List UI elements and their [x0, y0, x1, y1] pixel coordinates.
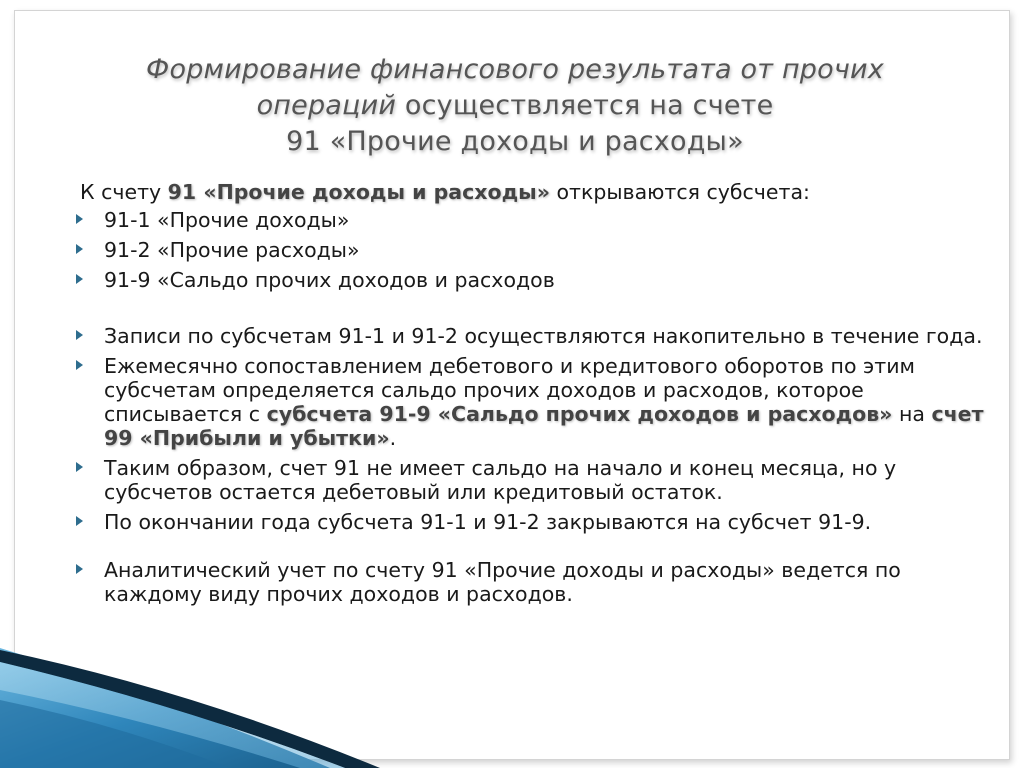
slide-title	[60, 52, 970, 160]
bullet-arrow-icon	[76, 330, 83, 340]
title-line-3: 91 «Прочие доходы и расходы»	[286, 126, 744, 157]
bullet-arrow-icon	[76, 274, 83, 284]
list-item-year-end-closing: По окончании года субсчета 91-1 и 91-2 закрываются на субсчет 91-9.	[72, 510, 992, 534]
title-line-2: операций осуществляется на счете	[256, 90, 774, 121]
list-item-cumulative-entries: Записи по субсчетам 91-1 и 91-2 осуществляются накопительно в течение года.	[72, 324, 992, 348]
slide-body	[72, 180, 992, 612]
list-item-subaccount-91-1: 91-1 «Прочие доходы»	[72, 208, 992, 232]
bullet-arrow-icon	[76, 462, 83, 472]
title-line-1: Формирование финансового результата от прочих	[146, 54, 884, 85]
bullet-arrow-icon	[76, 516, 83, 526]
list-item-analytical-accounting: Аналитический учет по счету 91 «Прочие доходы и расходы» ведется по каждому виду прочих доходов и расходов.	[72, 558, 992, 606]
bullet-arrow-icon	[76, 564, 83, 574]
list-item-no-balance: Таким образом, счет 91 не имеет сальдо на начало и конец месяца, но у субсчетов остается дебетовый или кредитовый остаток.	[72, 456, 992, 504]
bullet-arrow-icon	[76, 214, 83, 224]
list-item-monthly-comparison: Ежемесячно сопоставлением дебетового и кредитового оборотов по этим субсчетам определяется сальдо прочих доходов и расходов, которое списывается с субсчета 91-9 «Сальдо прочих доходов и расходов» на счет 99 «Прибыли и убытки».	[72, 354, 992, 450]
list-item-subaccount-91-2: 91-2 «Прочие расходы»	[72, 238, 992, 262]
list-item-subaccount-91-9: 91-9 «Сальдо прочих доходов и расходов	[72, 268, 992, 292]
intro-text: К счету 91 «Прочие доходы и расходы» открываются субсчета:	[80, 180, 810, 204]
bullet-arrow-icon	[76, 244, 83, 254]
bullet-arrow-icon	[76, 360, 83, 370]
